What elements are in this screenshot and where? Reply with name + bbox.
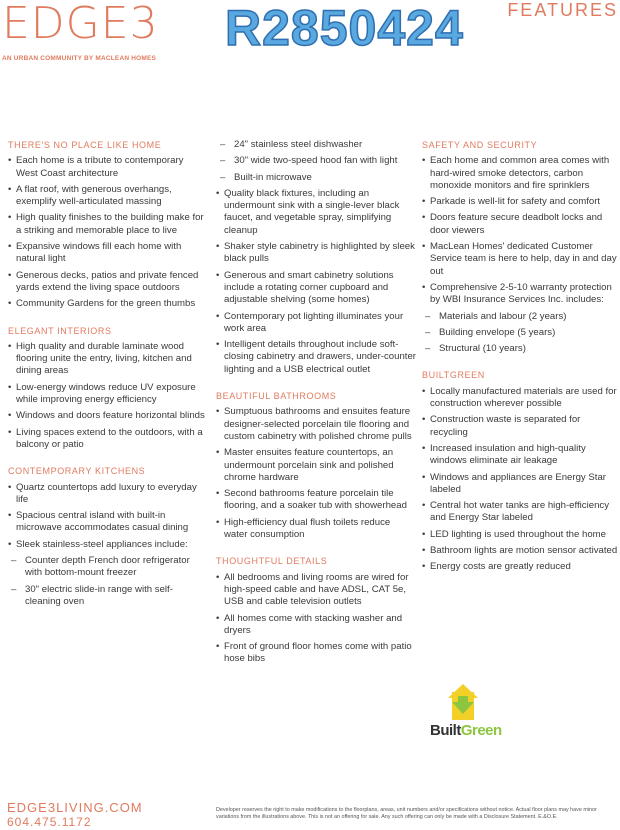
list-item: • Sumptuous bathrooms and ensuites feature designer-selected porcelain tile flooring and custom cabinetry with polished chrome pulls xyxy=(216,406,416,443)
column-right xyxy=(422,139,618,588)
list-item: • Quartz countertops add luxury to everyday life xyxy=(8,482,206,507)
section-title: ELEGANT INTERIORS xyxy=(8,325,112,336)
sub-list-item: – Structural (10 years) xyxy=(425,343,618,355)
list-item: • Generous decks, patios and private fenced yards extend the living space outdoors xyxy=(8,270,206,295)
features-heading: FEATURES xyxy=(507,0,618,20)
column-middle xyxy=(216,139,416,680)
list-item: • Doors feature secure deadbolt locks and door viewers xyxy=(422,212,618,237)
section-title: BUILTGREEN xyxy=(422,370,485,381)
feature-list xyxy=(8,155,206,310)
column-left xyxy=(8,139,206,622)
feature-section xyxy=(422,139,618,355)
list-item: • Quality black fixtures, including an undermount sink with a single-lever black faucet, and vegetable spray, simplifying cleanup xyxy=(216,188,416,237)
feature-list xyxy=(8,341,206,451)
list-item: • Expansive windows fill each home with natural light xyxy=(8,241,206,266)
section-title: BEAUTIFUL BATHROOMS xyxy=(216,391,337,402)
list-item: • Bathroom lights are motion sensor activated xyxy=(422,545,618,557)
list-item: • Construction waste is separated for recycling xyxy=(422,414,618,439)
feature-list xyxy=(216,406,416,541)
list-item: • LED lighting is used throughout the home xyxy=(422,529,618,541)
feature-section xyxy=(8,325,206,452)
sub-list-item: – Building envelope (5 years) xyxy=(425,327,618,339)
list-item: • A flat roof, with generous overhangs, exemplify well-articulated massing xyxy=(8,184,206,209)
list-item: • Each home and common area comes with hard-wired smoke detectors, carbon monoxide monitors and fire sprinklers xyxy=(422,155,618,192)
list-item: • Spacious central island with built-in microwave accommodates casual dining xyxy=(8,510,206,535)
feature-list xyxy=(8,482,206,609)
list-item: • Shaker style cabinetry is highlighted by sleek black pulls xyxy=(216,241,416,266)
list-item: • MacLean Homes' dedicated Customer Service team is here to help, day in and day out xyxy=(422,241,618,278)
sub-list-item: – 30" electric slide-in range with self-cleaning oven xyxy=(11,584,206,609)
list-item: • Windows and doors feature horizontal blinds xyxy=(8,410,206,422)
list-item: • Low-energy windows reduce UV exposure while improving energy efficiency xyxy=(8,382,206,407)
list-item: • High-efficiency dual flush toilets reduce water consumption xyxy=(216,517,416,542)
list-item: • Central hot water tanks are high-efficiency and Energy Star labeled xyxy=(422,500,618,525)
list-item: • Living spaces extend to the outdoors, with a balcony or patio xyxy=(8,427,206,452)
sub-list-item: – 24" stainless steel dishwasher xyxy=(220,139,416,151)
feature-section xyxy=(8,139,206,311)
list-item: • High quality finishes to the building make for a striking and memorable place to live xyxy=(8,212,206,237)
builtgreen-logo-text: BuiltGreen xyxy=(430,722,502,739)
list-item: • All homes come with stacking washer and dryers xyxy=(216,613,416,638)
feature-section xyxy=(8,465,206,608)
section-title: SAFETY AND SECURITY xyxy=(422,140,538,150)
list-item: • Each home is a tribute to contemporary West Coast architecture xyxy=(8,155,206,180)
list-item: • High quality and durable laminate wood flooring unite the entry, living, kitchen and dining areas xyxy=(8,341,206,378)
kitchen-continued-section xyxy=(216,139,416,376)
website-link[interactable]: EDGE3LIVING.COM xyxy=(7,800,143,815)
feature-list xyxy=(422,155,618,355)
list-item: • Increased insulation and high-quality windows eliminate air leakage xyxy=(422,443,618,468)
edge3-logo: EDGE3 xyxy=(2,0,159,49)
list-item: • Second bathrooms feature porcelain tile flooring, and a soaker tub with showerhead xyxy=(216,488,416,513)
list-item: • Generous and smart cabinetry solutions include a rotating corner cupboard and adjustable shelving (some homes) xyxy=(216,270,416,307)
feature-section xyxy=(422,369,618,573)
legal-disclaimer: Developer reserves the right to make modifications to the floorplans, areas, unit numbers and/or specifications without notice. Actual floor plans may have minor variations from the illustrations above. This is not an offering for sale. Any such offering can only be made with a Disclosure Statement. E.&O.E. xyxy=(216,807,597,820)
logo-tagline: AN URBAN COMMUNITY BY MACLEAN HOMES xyxy=(2,55,157,62)
list-item: • Energy costs are greatly reduced xyxy=(422,561,618,573)
listing-number-watermark: R2850424 xyxy=(225,0,464,56)
list-item: • Sleek stainless-steel appliances include: xyxy=(8,539,206,551)
feature-list xyxy=(422,386,618,574)
list-item: • Windows and appliances are Energy Star labeled xyxy=(422,472,618,497)
list-item: • Intelligent details throughout include soft-closing cabinetry and drawers, under-counter lighting and a USB electrical outlet xyxy=(216,339,416,376)
kitchen-continued-list xyxy=(216,139,416,376)
sub-list-item: – Counter depth French door refrigerator with bottom-mount freezer xyxy=(11,555,206,580)
feature-list xyxy=(216,572,416,666)
list-item: • Locally manufactured materials are used for construction wherever possible xyxy=(422,386,618,411)
section-title: CONTEMPORARY KITCHENS xyxy=(8,466,146,477)
list-item: • Contemporary pot lighting illuminates your work area xyxy=(216,311,416,336)
list-item: • Front of ground floor homes come with patio hose bibs xyxy=(216,641,416,666)
sub-list-item: – Built-in microwave xyxy=(220,172,416,184)
phone-number[interactable]: 604.475.1172 xyxy=(7,815,92,829)
sub-list-item: – 30" wide two-speed hood fan with light xyxy=(220,155,416,167)
feature-section xyxy=(216,390,416,541)
list-item: • All bedrooms and living rooms are wired for high-speed cable and have ADSL, CAT 5e, USB and cable television outlets xyxy=(216,572,416,609)
list-item: • Parkade is well-lit for safety and comfort xyxy=(422,196,618,208)
section-title: THERE'S NO PLACE LIKE HOME xyxy=(8,140,162,150)
feature-section xyxy=(216,555,416,665)
sub-list-item: – Materials and labour (2 years) xyxy=(425,311,618,323)
list-item: • Master ensuites feature countertops, an undermount porcelain sink and polished chrome hardware xyxy=(216,447,416,484)
section-title: THOUGHTFUL DETAILS xyxy=(216,556,328,567)
list-item: • Community Gardens for the green thumbs xyxy=(8,298,206,310)
list-item: • Comprehensive 2-5-10 warranty protection by WBI Insurance Services Inc. includes: xyxy=(422,282,618,307)
